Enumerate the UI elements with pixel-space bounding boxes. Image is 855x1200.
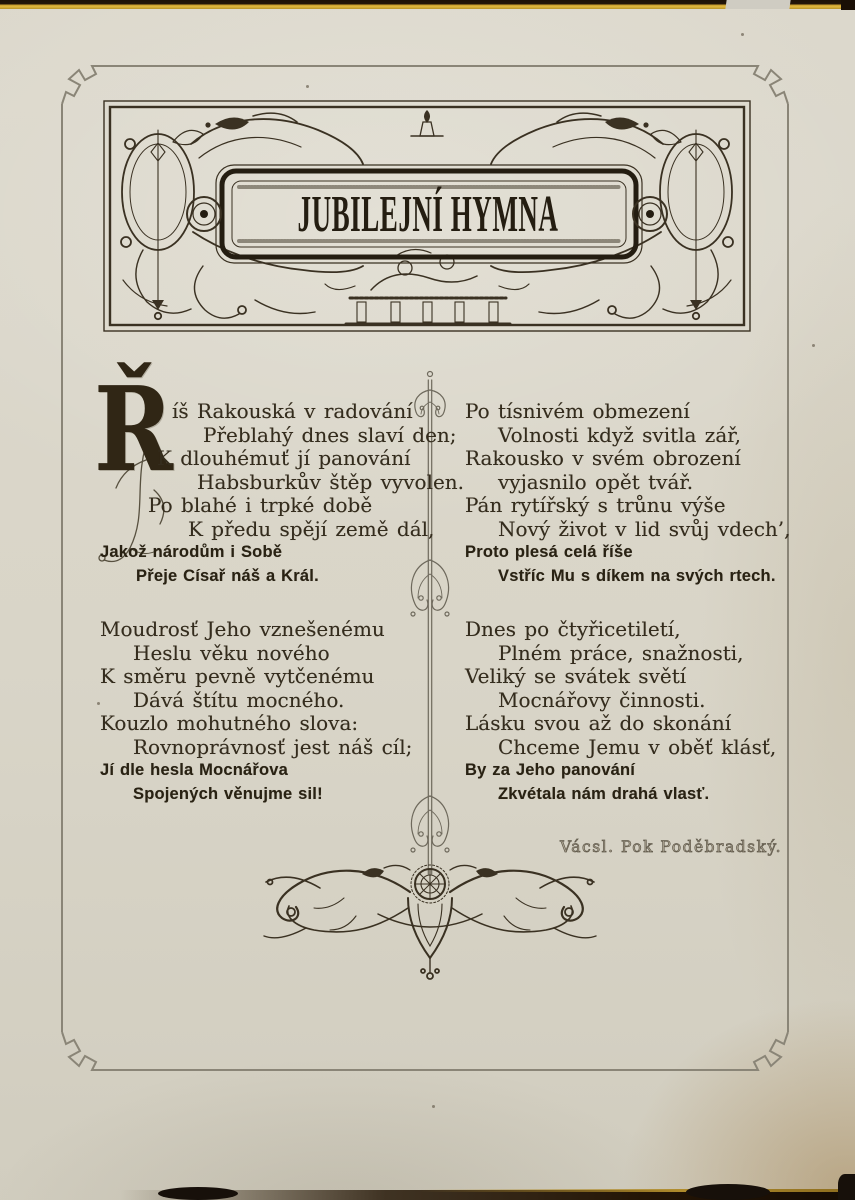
poem-stanza xyxy=(100,618,460,806)
poem-line: Lásku svou až do skonání xyxy=(465,711,732,735)
poem-line: K dlouhémuť jí panování xyxy=(157,446,411,470)
poem-line: Heslu věku nového xyxy=(133,640,330,665)
poem-line: By za Jeho panování xyxy=(465,761,636,779)
poem-line: Volnosti když svitla zář, xyxy=(498,422,741,447)
poem-line: Rovnoprávnosť jest náš cíl; xyxy=(133,734,413,759)
tailpiece-ornament xyxy=(258,852,603,982)
poem-line: Po blahé i trpké době xyxy=(148,493,373,517)
poem-line: K směru pevně vytčenému xyxy=(100,664,375,688)
poem-line: Pán rytířský s trůnu výše xyxy=(465,493,726,517)
poem-line: Spojených věnujme sil! xyxy=(133,784,323,803)
poem-line: Moudrosť Jeho vznešenému xyxy=(100,617,385,641)
poem-line: íš Rakouská v radování xyxy=(172,399,413,423)
poem-line: Mocnářovy činnosti. xyxy=(498,687,706,712)
poem-stanza xyxy=(465,400,825,588)
poem-line: Vstříc Mu s díkem na svých rtech. xyxy=(498,566,776,585)
poem-line: Zkvétala nám drahá vlasť. xyxy=(498,784,710,803)
poem-line: Po tísnivém obmezení xyxy=(465,399,690,423)
poem-line: Přeblahý dnes slaví den; xyxy=(203,422,457,447)
poem-line: Dává štítu mocného. xyxy=(133,687,345,712)
poem-stanza xyxy=(465,618,825,806)
poem-line: Habsburkův štěp vyvolen. xyxy=(197,469,465,494)
poem-line: Proto plesá celá říše xyxy=(465,543,633,561)
poem-line: Chceme Jemu v oběť klásť, xyxy=(498,734,777,759)
poem-stanza xyxy=(100,399,465,588)
author-signature: Vácsl. Pok Poděbradský. xyxy=(560,838,783,856)
poem-line: Jí dle hesla Mocnářova xyxy=(100,761,289,779)
poem-line: Kouzlo mohutného slova: xyxy=(100,711,359,735)
poem-line: Rakousko v svém obrození xyxy=(465,446,741,470)
poem-line: vyjasnilo opět tvář. xyxy=(498,469,694,494)
poem-line: Plném práce, snažnosti, xyxy=(498,640,744,665)
poem-line: Jakož národům i Sobě xyxy=(100,543,283,561)
poem-line: Veliký se svátek světí xyxy=(465,664,687,688)
poem-line: Nový život v lid svůj vdech’, xyxy=(498,516,791,541)
header-banner xyxy=(103,100,751,332)
drop-cap: Ř xyxy=(94,362,174,498)
poem-line: K předu spějí země dál, xyxy=(188,516,435,541)
poem-line: Dnes po čtyřicetiletí, xyxy=(465,617,681,641)
page-title: JUBILEJNÍ HYMNA xyxy=(297,185,559,243)
poem-line: Přeje Císař náš a Král. xyxy=(136,566,319,585)
